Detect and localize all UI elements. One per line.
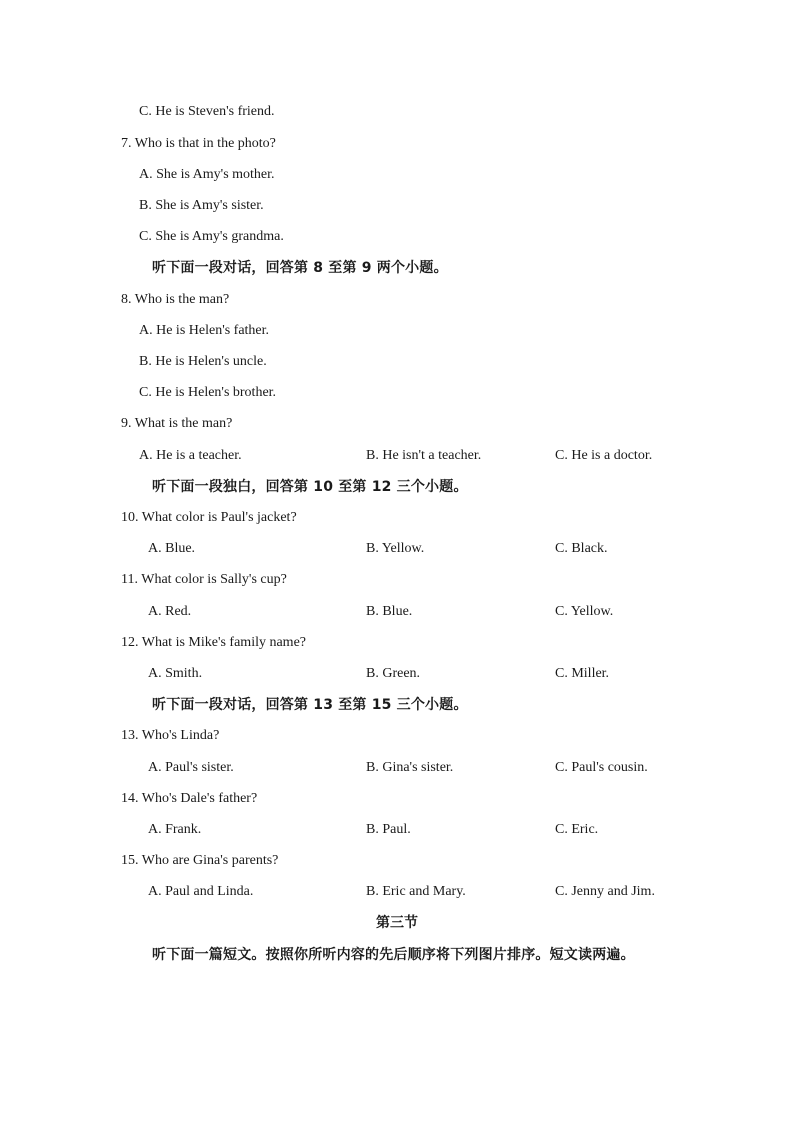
option-9c: C. He is a doctor. <box>555 448 653 463</box>
option-11c: C. Yellow. <box>555 604 614 619</box>
question-15: 15. Who are Gina's parents? <box>121 853 279 868</box>
question-10: 10. What color is Paul's jacket? <box>121 510 297 525</box>
option-8c: C. He is Helen's brother. <box>139 385 277 400</box>
option-7a: A. She is Amy's mother. <box>139 167 275 182</box>
option-7b: B. She is Amy's sister. <box>139 198 264 213</box>
option-12b: B. Green. <box>366 666 421 681</box>
instruction-10-12: 听下面一段独白，回答第 10 至第 12 三个小题。 <box>152 479 468 495</box>
option-13a: A. Paul's sister. <box>148 760 234 775</box>
instruction-13-15: 听下面一段对话，回答第 13 至第 15 三个小题。 <box>152 697 468 713</box>
option-9b: B. He isn't a teacher. <box>366 448 482 463</box>
question-8: 8. Who is the man? <box>121 292 230 307</box>
option-15b: B. Eric and Mary. <box>366 884 466 899</box>
option-9a: A. He is a teacher. <box>139 448 242 463</box>
option-6c: C. He is Steven's friend. <box>139 104 275 119</box>
option-13b: B. Gina's sister. <box>366 760 454 775</box>
option-15a: A. Paul and Linda. <box>148 884 254 899</box>
option-7c: C. She is Amy's grandma. <box>139 229 284 244</box>
option-12c: C. Miller. <box>555 666 610 681</box>
option-14a: A. Frank. <box>148 822 202 837</box>
instruction-8-9: 听下面一段对话，回答第 8 至第 9 两个小题。 <box>152 260 448 276</box>
question-14: 14. Who's Dale's father? <box>121 791 258 806</box>
option-14c: C. Eric. <box>555 822 599 837</box>
option-8b: B. He is Helen's uncle. <box>139 354 267 369</box>
option-13c: C. Paul's cousin. <box>555 760 648 775</box>
question-9: 9. What is the man? <box>121 416 233 431</box>
option-14b: B. Paul. <box>366 822 411 837</box>
option-11a: A. Red. <box>148 604 192 619</box>
instruction-section-3: 听下面一篇短文。按照你所听内容的先后顺序将下列图片排序。短文读两遍。 <box>152 947 635 963</box>
section-heading-3: 第三节 <box>376 915 418 931</box>
question-11: 11. What color is Sally's cup? <box>121 572 287 587</box>
option-10a: A. Blue. <box>148 541 196 556</box>
question-12: 12. What is Mike's family name? <box>121 635 307 650</box>
option-11b: B. Blue. <box>366 604 413 619</box>
question-13: 13. Who's Linda? <box>121 728 220 743</box>
question-7: 7. Who is that in the photo? <box>121 136 276 151</box>
option-10c: C. Black. <box>555 541 608 556</box>
option-10b: B. Yellow. <box>366 541 425 556</box>
option-8a: A. He is Helen's father. <box>139 323 270 338</box>
option-12a: A. Smith. <box>148 666 203 681</box>
option-15c: C. Jenny and Jim. <box>555 884 655 899</box>
